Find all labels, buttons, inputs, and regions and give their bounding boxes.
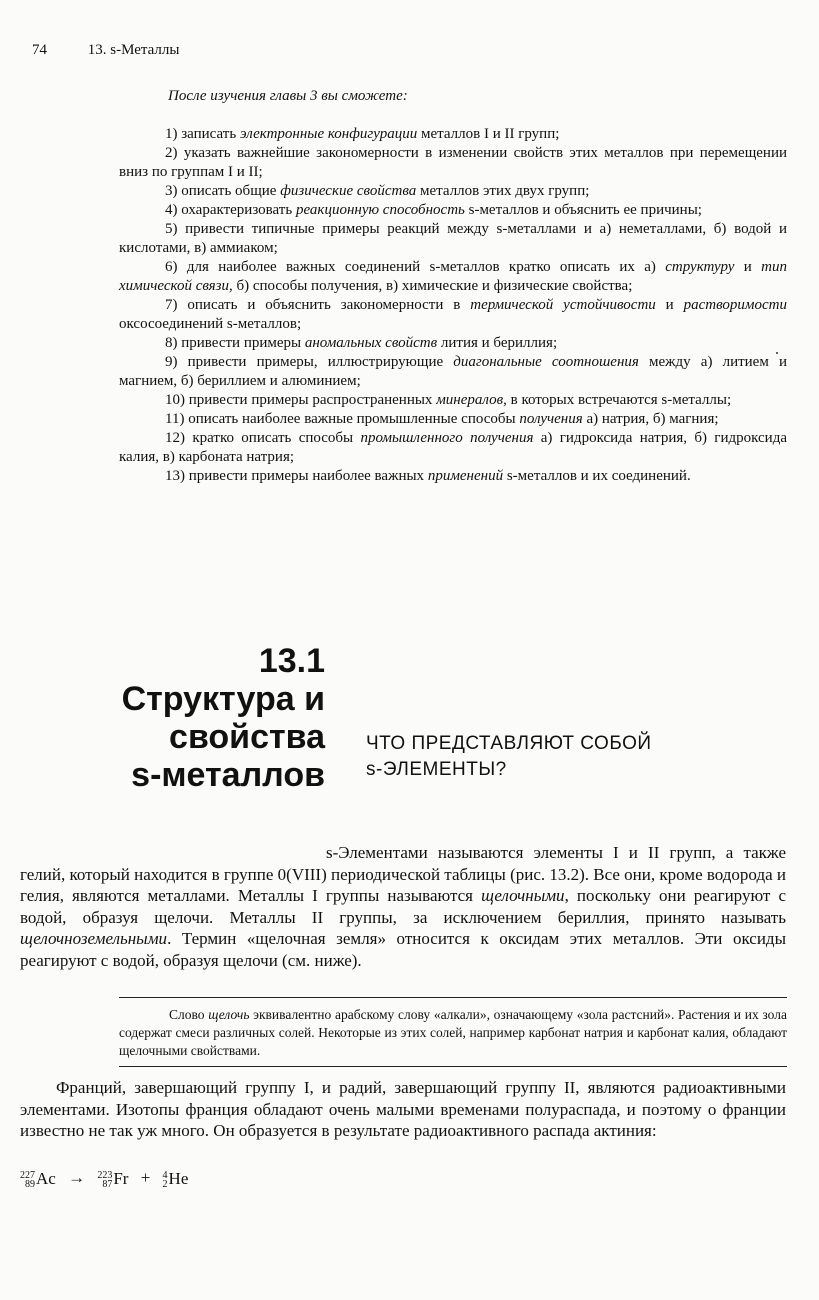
text-run: 9) привести примеры, иллюстрирующие: [165, 354, 454, 370]
objective-item: [119, 467, 787, 486]
section-title-line: s-металлов: [131, 756, 325, 794]
section-number: 13.1: [258, 642, 325, 680]
objective-item: [119, 391, 787, 410]
text-run: , б) способы получения, в) химические и физические свойства;: [229, 278, 633, 294]
objective-item: [119, 429, 787, 467]
text-run: , поскольку они реагируют с водой, образуя щелочи. Металлы II группы, за исключением бериллия, принято называть: [20, 886, 786, 927]
body-paragraph-francium: Франций, завершающий группу I, и радий, завершающий группу II, являются радиоактивными элементами. Изотопы франция обладают очень малыми временами полураспада, и поэтому о франции известно не так уж много. Он образуется в результате радиоактивного распада актиния:: [20, 1078, 786, 1140]
emphasis-term: щелочноземельными: [20, 929, 168, 948]
chapter-title: 13. s-Металлы: [87, 42, 180, 58]
text-run: s-металлов и объяснить ее причины;: [464, 202, 702, 218]
element-symbol: Ac: [36, 1169, 56, 1189]
text-run: оксосоединений s-металлов;: [119, 316, 302, 332]
objective-item: [119, 144, 787, 182]
objective-item: [119, 410, 787, 429]
objective-item: [119, 353, 787, 391]
text-run: металлов этих двух групп;: [416, 183, 590, 199]
text-run: 6) для наиболее важных соединений s-металлов кратко описать их а): [165, 259, 666, 275]
atomic-number: 2: [162, 1179, 168, 1191]
text-run: между а) литием и магнием, б) бериллием и алюминием;: [119, 354, 787, 389]
emphasis-term: щелочь: [208, 1007, 250, 1022]
section-title-line: Структура и: [121, 680, 325, 718]
section-title-line: свойства: [169, 718, 325, 756]
objectives-list: [119, 125, 787, 486]
text-run: , в которых встречаются s-металлы;: [503, 392, 732, 408]
emphasis-term: промышленного получения: [360, 430, 534, 446]
text-run: 3) описать общие: [165, 183, 281, 199]
emphasis-term: реакционную способность: [295, 202, 465, 218]
element-symbol: Fr: [113, 1169, 129, 1189]
emphasis-term: щелочными: [481, 886, 565, 905]
text-run: 11) описать наиболее важные промышленные способы: [165, 411, 520, 427]
nuclide-actinium: [20, 1169, 56, 1189]
mass-number: 4: [162, 1170, 168, 1182]
objective-item: [119, 182, 787, 201]
mass-number: 223: [97, 1170, 113, 1182]
text-run: 1) записать: [165, 126, 240, 142]
text-run: 4) охарактеризовать: [165, 202, 296, 218]
scan-speck: [776, 352, 778, 354]
text-run: а) натрия, б) магния;: [582, 411, 719, 427]
margin-note: [119, 997, 787, 1067]
section-question-line: s-ЭЛЕМЕНТЫ?: [366, 759, 507, 780]
objective-item: [119, 220, 787, 258]
page-header: [32, 42, 179, 59]
nuclide-francium: [97, 1169, 128, 1189]
text-run: 2) указать важнейшие закономерности в изменении свойств этих металлов при перемещении вниз по группам I и II;: [119, 145, 787, 180]
section-title: [70, 642, 325, 794]
section-question-line: ЧТО ПРЕДСТАВЛЯЮТ СОБОЙ: [366, 733, 652, 754]
text-run: лития и бериллия;: [437, 335, 558, 351]
page-number: 74: [32, 42, 47, 58]
text-run: а) гидроксида натрия, б) гидроксида калия, в) карбоната натрия;: [119, 430, 787, 465]
emphasis-term: аномальных свойств: [304, 335, 438, 351]
text-run: и: [655, 297, 684, 313]
atomic-number: 87: [102, 1179, 113, 1191]
text-run: s-Элементами называются элементы I и II групп, а также гелий, который находится в группе 0(VIII) периодической таблицы (рис. 13.2). Все они, кроме водорода и гелия, являются металлами. Металлы I группы называются: [20, 843, 786, 905]
plus-sign: +: [140, 1168, 151, 1187]
emphasis-term: растворимости: [683, 297, 787, 313]
text-run: 7) описать и объяснить закономерности в: [165, 297, 471, 313]
text-run: Слово: [169, 1007, 209, 1022]
text-run: . Термин «щелочная земля» относится к оксидам этих металлов. Эти оксиды реагируют с водой, образуя щелочи (см. ниже).: [20, 929, 786, 970]
objective-item: [119, 258, 787, 296]
emphasis-term: получения: [519, 411, 583, 427]
decay-equation: [20, 1168, 188, 1189]
emphasis-term: физические свойства: [280, 183, 417, 199]
text-run: металлов I и II групп;: [417, 126, 560, 142]
text-run: 8) привести примеры: [165, 335, 305, 351]
text-run: 10) привести примеры распространенных: [165, 392, 437, 408]
text-run: 5) привести типичные примеры реакций между s-металлами и а) неметаллами, б) водой и кислотами, в) аммиаком;: [119, 221, 787, 256]
body-paragraph-definition: [20, 842, 786, 971]
text-run: s-металлов и их соединений.: [503, 468, 691, 484]
emphasis-term: электронные конфигурации: [239, 126, 418, 142]
objective-item: [119, 125, 787, 144]
atomic-number: 89: [25, 1179, 35, 1191]
emphasis-term: минералов: [436, 392, 504, 408]
nuclide-helium: [163, 1169, 189, 1189]
mass-number: 227: [20, 1170, 35, 1182]
section-question: [366, 731, 652, 783]
text-run: 13) привести примеры наиболее важных: [165, 468, 428, 484]
element-symbol: He: [168, 1169, 189, 1189]
objective-item: [119, 296, 787, 334]
objective-item: [119, 334, 787, 353]
text-run: и: [734, 259, 762, 275]
text-run: эквивалентно арабскому слову «алкали», означающему «зола растсний». Растения и их зола содержат смеси различных солей. Некоторые из этих солей, например карбонат натрия и карбонат калия, обладают щелочными свойствами.: [119, 1007, 787, 1058]
emphasis-term: термической устойчивости: [470, 297, 656, 313]
emphasis-term: диагональные соотношения: [453, 354, 639, 370]
emphasis-term: структуру: [665, 259, 735, 275]
reaction-arrow: →: [68, 1168, 86, 1187]
objectives-intro: После изучения главы 3 вы сможете:: [168, 88, 408, 104]
emphasis-term: применений: [427, 468, 504, 484]
text-run: 12) кратко описать способы: [165, 430, 361, 446]
emphasis-term: тип химической связи: [119, 259, 787, 294]
objective-item: [119, 201, 787, 220]
